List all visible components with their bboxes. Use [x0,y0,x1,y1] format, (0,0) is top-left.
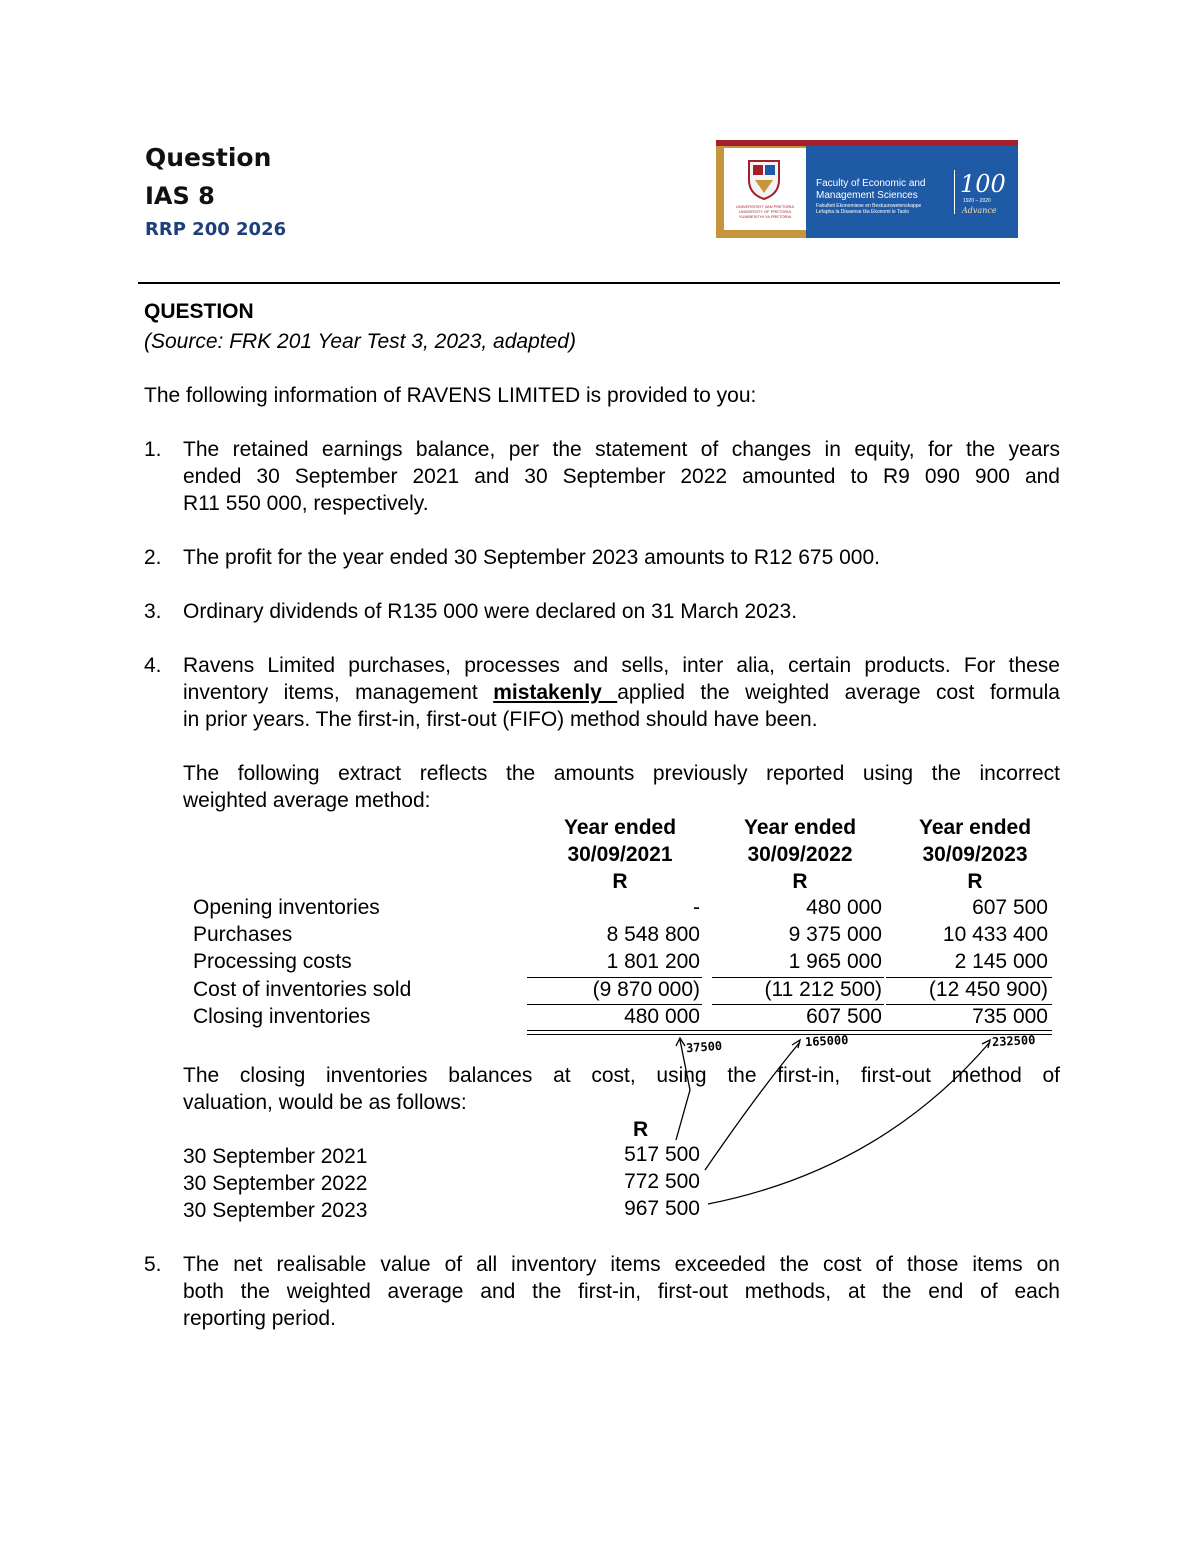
column-header-unit: R [792,870,808,893]
table-row-label: Opening inventories [193,896,380,919]
centenary-tagline: Advance [962,206,997,215]
item-5-line-3: reporting period. [183,1307,336,1330]
page-title: Question [145,143,272,172]
fifo-value: 967 500 [624,1197,700,1220]
item-4-line-2-post: applied the weighted average cost formula [617,681,1060,704]
item-number: 2. [144,546,162,569]
table-cell: 9 375 000 [788,923,882,946]
column-header-unit: R [967,870,983,893]
table-row-label: Closing inventories [193,1005,371,1028]
fifo-date: 30 September 2021 [183,1145,368,1168]
crest-caption: UNIVERSITEIT VAN PRETORIA UNIVERSITY OF PRETORIA YUNIBESITHI YA PRETORIA [735,204,794,219]
university-logo [716,140,1018,238]
header-divider [138,282,1060,284]
item-4-line-3: in prior years. The first-in, first-out (FIFO) method should have been. [183,708,818,731]
table-cell: (12 450 900) [928,978,1048,1001]
table-cell: 607 500 [806,1005,882,1028]
item-4-line-1: Ravens Limited purchases, processes and sells, inter alia, certain products. For these [183,654,1060,677]
column-header-unit: R [612,870,628,893]
table-cell: (9 870 000) [592,978,700,1001]
table-row-label: Processing costs [193,950,352,973]
item-5-line-2: both the weighted average and the first-in, first-out methods, at the end of each [183,1280,1060,1303]
item-5-line-1: The net realisable value of all inventory items exceeded the cost of those items on [183,1253,1060,1276]
logo-red-line [716,140,1018,146]
fifo-intro-line-1: The closing inventories balances at cost, using the first-in, first-out method of [183,1064,1060,1087]
table-cell: 8 548 800 [606,923,700,946]
question-heading: QUESTION [144,300,254,323]
item-number: 4. [144,654,162,677]
fifo-value: 772 500 [624,1170,700,1193]
item-4-line-2 [183,679,1060,706]
item-3-line-1: Ordinary dividends of R135 000 were declared on 31 March 2023. [183,600,798,623]
column-header [900,814,1050,895]
table-cell: 10 433 400 [942,923,1048,946]
handwritten-note: 232500 [991,1032,1036,1050]
question-source: (Source: FRK 201 Year Test 3, 2023, adapted) [144,330,576,353]
column-header [545,814,695,895]
table-cell: 1 965 000 [788,950,882,973]
course-code: RRP 200 2026 [145,219,287,240]
item-1-line-3: R11 550 000, respectively. [183,492,429,515]
fifo-unit: R [633,1118,649,1141]
fifo-date: 30 September 2022 [183,1172,368,1195]
faculty-line-2: Management Sciences [816,190,918,201]
double-underline [527,1030,1052,1031]
faculty-translations [816,203,921,215]
column-header-line1: Year ended [563,816,677,839]
item-1-line-1: The retained earnings balance, per the statement of changes in equity, for the years [183,438,1060,461]
centenary-mark: 100 [960,170,1006,198]
emphasis-mistakenly: mistakenly [493,681,618,704]
faculty-afrikaans: Fakulteit Ekonomiese en Bestuurswetenskappe [816,203,922,209]
table-cell: 480 000 [806,896,882,919]
table-cell: 2 145 000 [954,950,1048,973]
item-4-line-2-pre: inventory items, management [183,681,494,704]
extract-intro-line-2: weighted average method: [183,789,431,812]
faculty-line-1: Faculty of Economic and [816,178,926,189]
column-header [725,814,875,895]
column-header-line2: 30/09/2023 [922,843,1028,866]
column-header-line1: Year ended [743,816,857,839]
fifo-intro-line-2: valuation, would be as follows: [183,1091,467,1114]
table-cell: 1 801 200 [606,950,700,973]
item-number: 3. [144,600,162,623]
column-header-line1: Year ended [918,816,1032,839]
fifo-date: 30 September 2023 [183,1199,368,1222]
column-header-line2: 30/09/2021 [567,843,673,866]
extract-intro-line-1: The following extract reflects the amounts previously reported using the incorrect [183,762,1060,785]
table-row-label: Cost of inventories sold [193,978,412,1001]
handwritten-note: 37500 [685,1038,723,1056]
crest-icon [746,158,782,200]
double-underline [527,1034,1052,1035]
table-cell: 607 500 [972,896,1048,919]
question-intro: The following information of RAVENS LIMITED is provided to you: [144,384,757,407]
table-cell: 735 000 [972,1005,1048,1028]
fifo-value: 517 500 [624,1143,700,1166]
table-cell: 480 000 [624,1005,700,1028]
handwritten-note: 165000 [804,1032,849,1050]
table-cell: (11 212 500) [764,978,882,1001]
item-1-line-2: ended 30 September 2021 and 30 September 2022 amounted to R9 090 900 and [183,465,1060,488]
table-cell: - [693,896,700,919]
faculty-name [816,178,926,202]
faculty-sepedi: Lefapha la Disaense tša Ekonomi le Taolo [816,209,910,215]
centenary-years: 1920 – 2020 [963,198,991,204]
table-row-label: Purchases [193,923,293,946]
item-2-line-1: The profit for the year ended 30 September 2023 amounts to R12 675 000. [183,546,880,569]
item-number: 1. [144,438,162,461]
column-header-line2: 30/09/2022 [747,843,853,866]
logo-separator [954,170,955,214]
subject-title: IAS 8 [145,182,215,210]
item-number: 5. [144,1253,162,1276]
